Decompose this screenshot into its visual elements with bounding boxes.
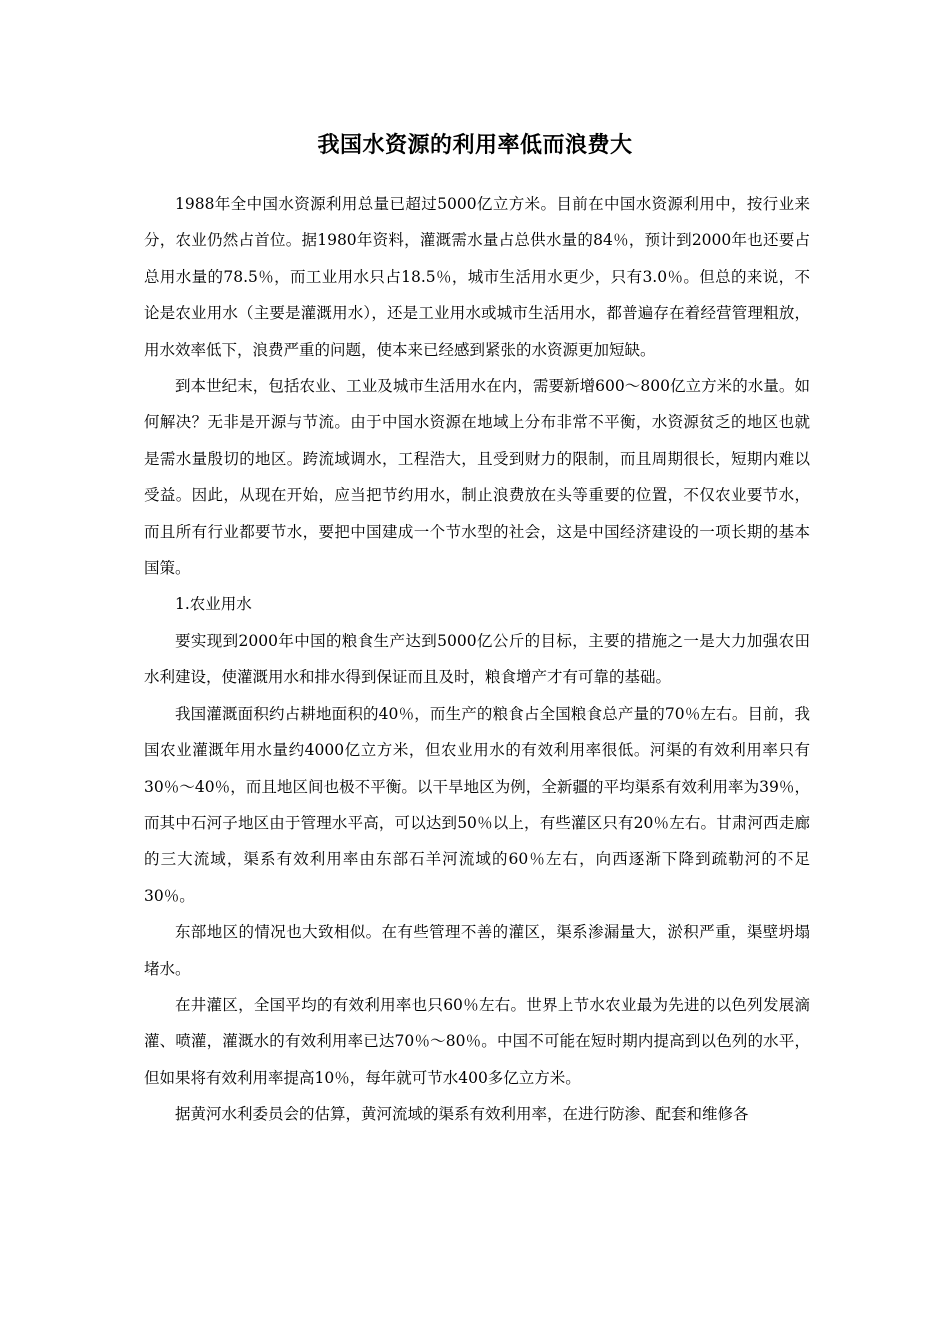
paragraph: 要实现到2000年中国的粮食生产达到5000亿公斤的目标，主要的措施之一是大力加强农田水利建设，使灌溉用水和排水得到保证而且及时，粮食增产才有可靠的基础。	[144, 631, 810, 687]
paragraph: 1988年全中国水资源利用总量已超过5000亿立方米。目前在中国水资源利用中，按行业来分，农业仍然占首位。据1980年资料，灌溉需水量占总供水量的84％，预计到2000年也还要占总用水量的78.5％，而工业用水只占18.5％，城市生活用水更少，只有3.0％。但总的来说，不论是农业用水（主要是灌溉用水），还是工业用水或城市生活用水，都普遍存在着经营管理粗放，用水效率低下，浪费严重的问题，使本来已经感到紧张的水资源更加短缺。	[144, 195, 810, 359]
section-heading: 1.农业用水	[175, 595, 252, 614]
paragraph: 我国灌溉面积约占耕地面积的40％，而生产的粮食占全国粮食总产量的70％左右。目前，我国农业灌溉年用水量约4000亿立方米，但农业用水的有效利用率很低。河渠的有效利用率只有30％～40％，而且地区间也极不平衡。以干旱地区为例，全新疆的平均渠系有效利用率为39％，而其中石河子地区由于管理水平高，可以达到50％以上，有些灌区只有20％左右。甘肃河西走廊的三大流域，渠系有效利用率由东部石羊河流域的60％左右，向西逐渐下降到疏勒河的不足30％。	[144, 704, 810, 905]
paragraph: 据黄河水利委员会的估算，黄河流域的渠系有效利用率，在进行防渗、配套和维修各	[175, 1105, 749, 1124]
paragraph: 到本世纪末，包括农业、工业及城市生活用水在内，需要新增600～800亿立方米的水量。如何解决？无非是开源与节流。由于中国水资源在地域上分布非常不平衡，水资源贫乏的地区也就是需水量殷切的地区。跨流域调水，工程浩大，且受到财力的限制，而且周期很长，短期内难以受益。因此，从现在开始，应当把节约用水，制止浪费放在头等重要的位置，不仅农业要节水，而且所有行业都要节水，要把中国建成一个节水型的社会，这是中国经济建设的一项长期的基本国策。	[144, 377, 810, 578]
document-body	[144, 186, 810, 1133]
document-title: 我国水资源的利用率低而浪费大	[317, 132, 633, 158]
paragraph: 东部地区的情况也大致相似。在有些管理不善的灌区，渠系渗漏量大，淤积严重，渠壁坍塌堵水。	[144, 923, 810, 978]
paragraph: 在井灌区，全国平均的有效利用率也只60％左右。世界上节水农业最为先进的以色列发展滴灌、喷灌，灌溉水的有效利用率已达70％～80％。中国不可能在短时期内提高到以色列的水平，但如果将有效利用率提高10％，每年就可节水400多亿立方米。	[144, 995, 810, 1087]
